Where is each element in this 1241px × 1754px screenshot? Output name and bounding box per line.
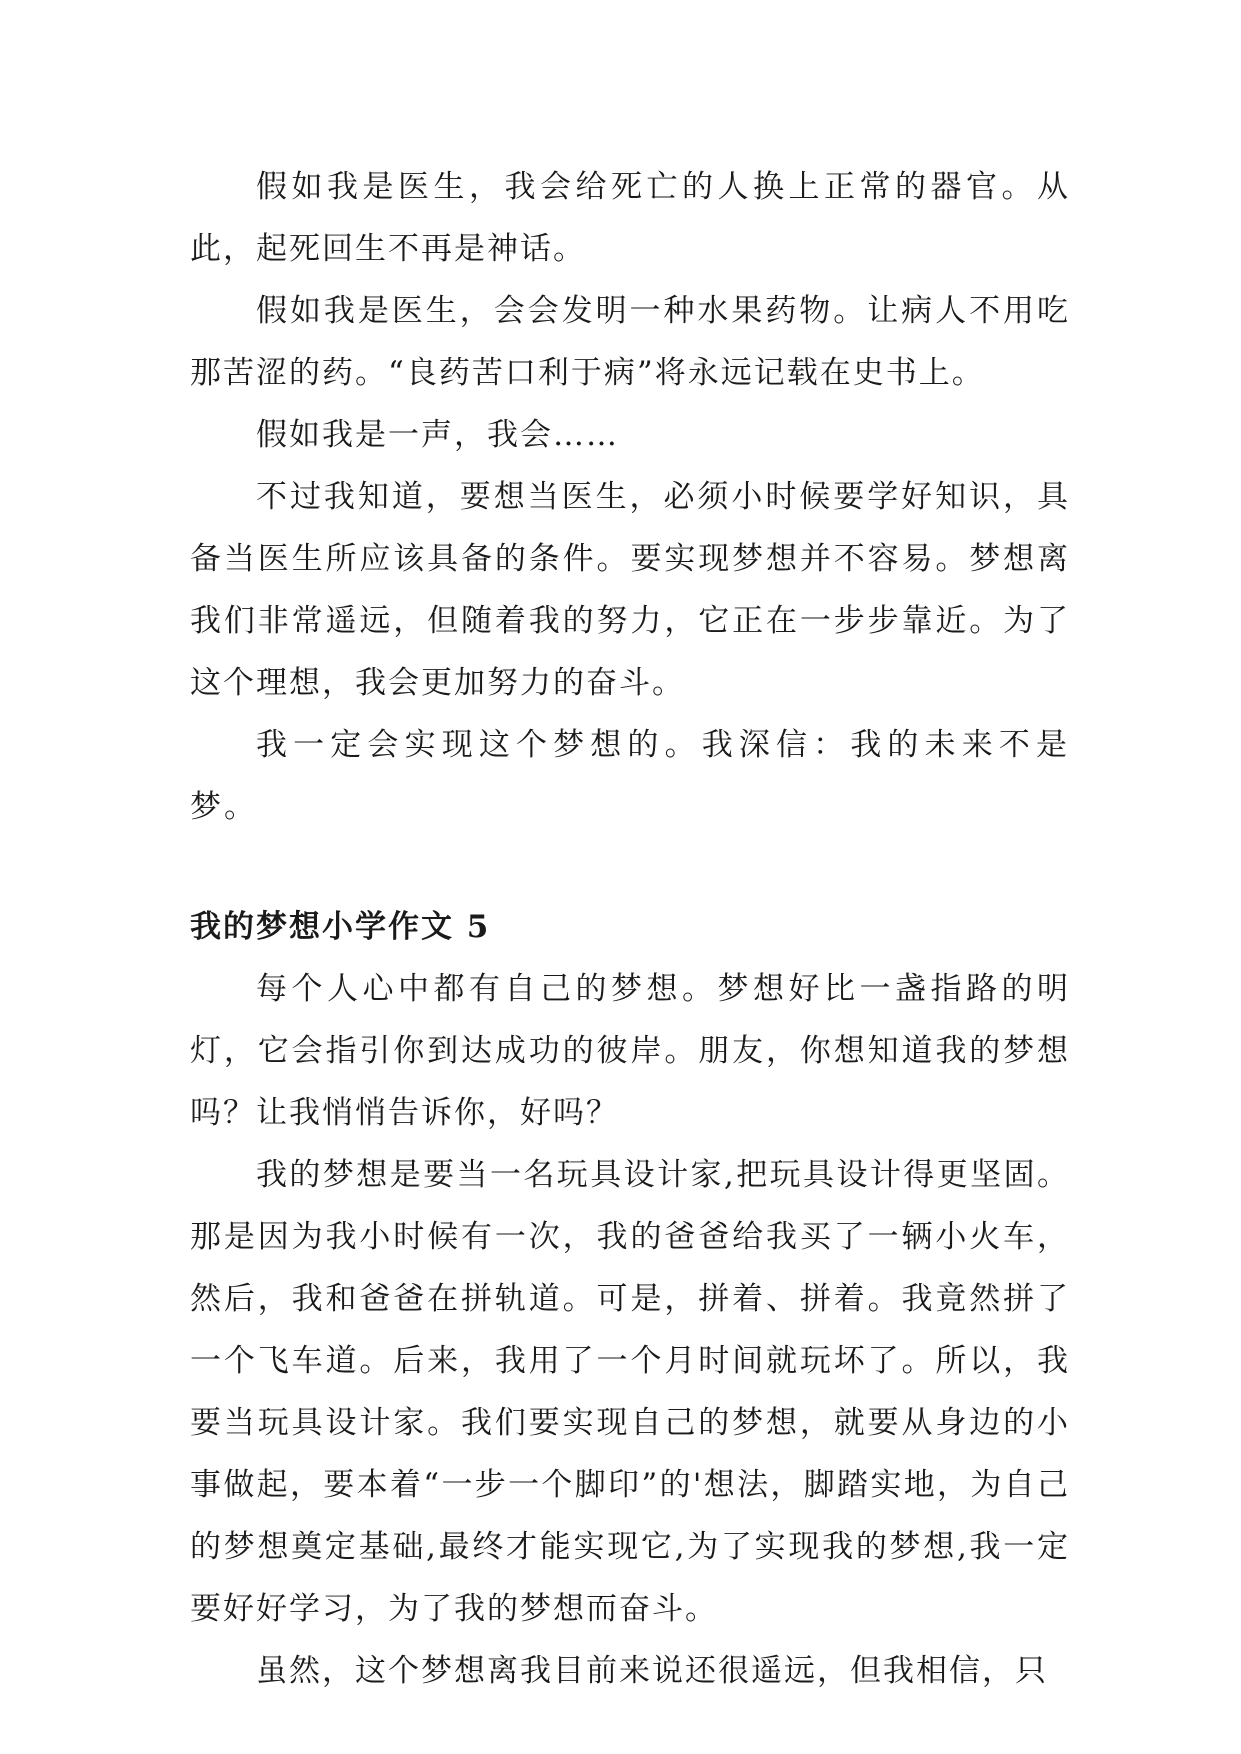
paragraph-although-far: 虽然，这个梦想离我目前来说还很遥远，但我相信，只 [256,1653,1048,1689]
paragraph-future-not-dream: 我一定会实现这个梦想的。我深信：我的未来不是梦。 [190,727,1070,825]
section-title: 我的梦想小学作文 5 [190,909,491,945]
paragraph-toy-designer: 我的梦想是要当一名玩具设计家,把玩具设计得更坚固。那是因为我小时候有一次，我的爸爸给我买了一辆小火车，然后，我和爸爸在拼轨道。可是，拼着、拼着。我竟然拼了一个飞车道。后来，我用了一个月时间就玩坏了。所以，我要当玩具设计家。我们要实现自己的梦想，就要从身边的小事做起，要本着“一步一个脚印”的'想法，脚踏实地，为自己的梦想奠定基础,最终才能实现它,为了实现我的梦想,我一定要好好学习，为了我的梦想而奋斗。 [190,1157,1070,1627]
paragraph-dream-effort: 不过我知道，要想当医生，必须小时候要学好知识，具备当医生所应该具备的条件。要实现梦想并不容易。梦想离我们非常遥远，但随着我的努力，它正在一步步靠近。为了这个理想，我会更加努力的奋斗。 [190,479,1070,701]
document-page [190,156,1070,1702]
paragraph-doctor-organs: 假如我是医生，我会给死亡的人换上正常的器官。从此，起死回生不再是神话。 [190,169,1070,267]
paragraph-everyone-has-dream: 每个人心中都有自己的梦想。梦想好比一盏指路的明灯，它会指引你到达成功的彼岸。朋友，你想知道我的梦想吗？让我悄悄告诉你，好吗？ [190,971,1070,1131]
paragraph-doctor-ellipsis: 假如我是一声，我会…… [256,417,619,453]
paragraph-doctor-medicine: 假如我是医生，会会发明一种水果药物。让病人不用吃那苦涩的药。“良药苦口利于病”将永远记载在史书上。 [190,293,1070,391]
